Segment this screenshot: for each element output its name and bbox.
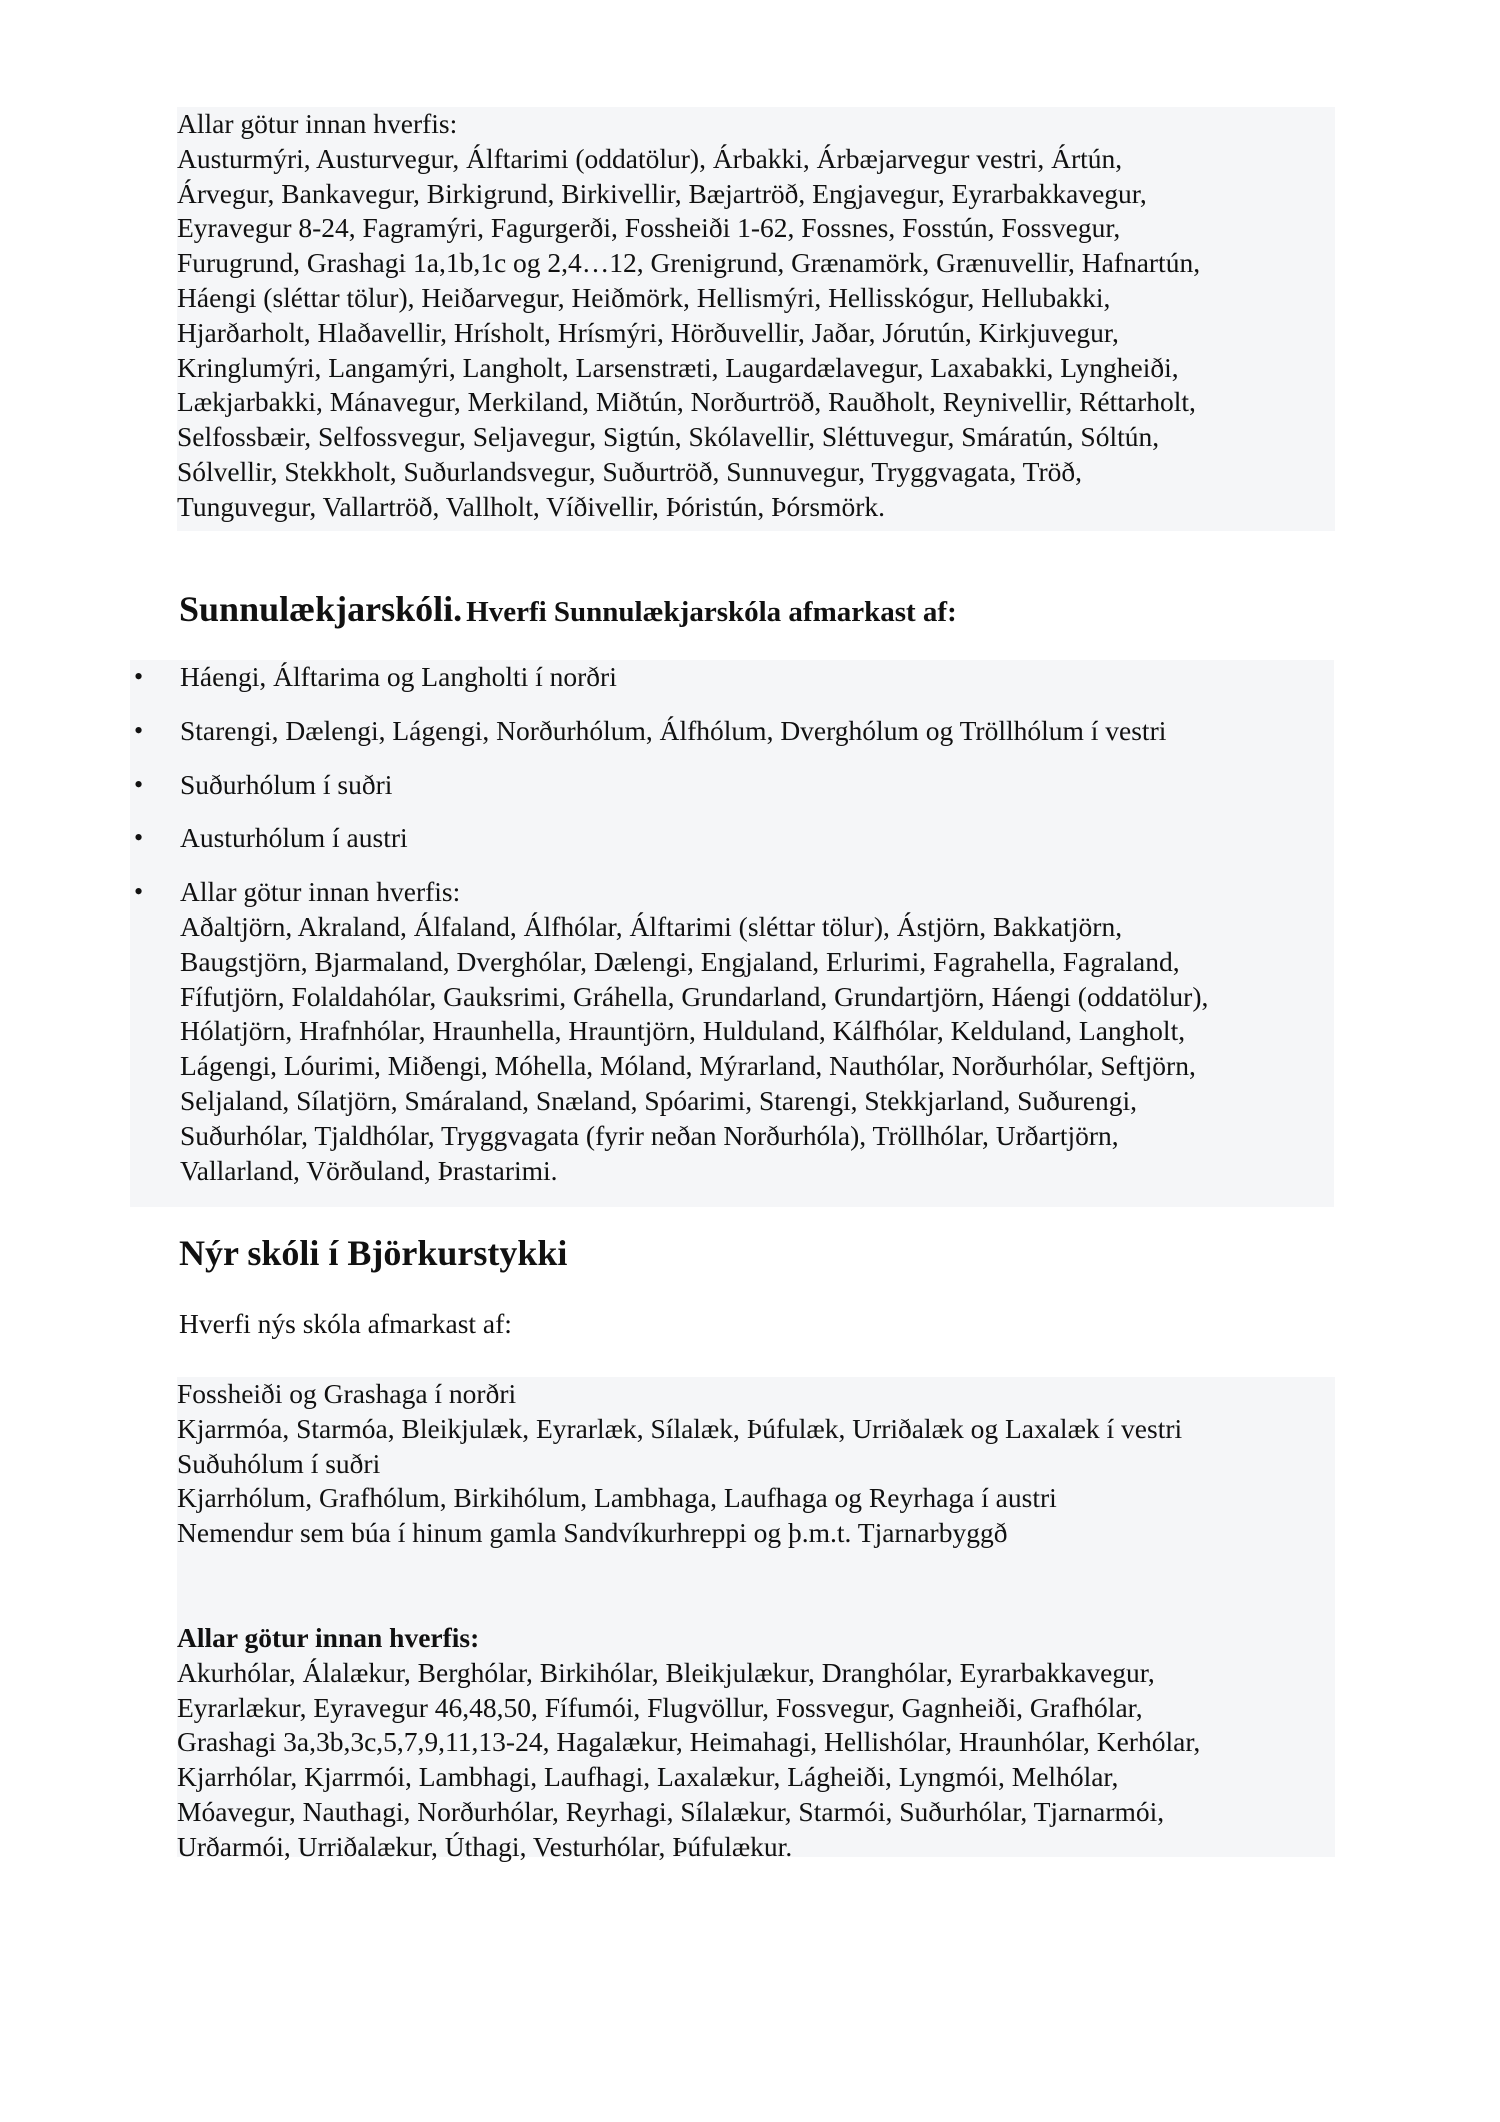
street-line: Akurhólar, Álalækur, Berghólar, Birkihólar, Bleikjulækur, Dranghólar, Eyrarbakkavegur, [177,1656,1155,1688]
street-line: Suðurhólar, Tjaldhólar, Tryggvagata (fyrir neðan Norðurhóla), Tröllhólar, Urðartjörn, [180,1119,1119,1151]
new-school-block [177,1377,1335,1862]
street-line: Eyrarlækur, Eyravegur 46,48,50, Fífumói, Flugvöllur, Fossvegur, Gagnheiði, Grafhólar, [177,1691,1143,1723]
list-item-text: • Háengi, Álftarima og Langholti í norðri [180,661,617,692]
street-line: Urðarmói, Urriðalækur, Úthagi, Vesturhólar, Þúfulækur. [177,1830,793,1862]
streets-heading: Allar götur innan hverfis: [177,108,458,139]
new-school-intro: Hverfi nýs skóla afmarkast af: [179,1308,512,1339]
street-line: Vallarland, Vörðuland, Þrastarimi. [180,1154,558,1186]
street-line: Eyravegur 8-24, Fagramýri, Fagurgerði, Fossheiði 1-62, Fossnes, Fosstún, Fossvegur, [177,212,1121,244]
list-item-text: • Suðurhólum í suðri [180,768,393,800]
street-line: Háengi (sléttar tölur), Heiðarvegur, Heiðmörk, Hellismýri, Hellisskógur, Hellubakki, [177,281,1111,313]
school-name: Sunnulækjarskóli. [179,589,463,629]
boundary-line: Nemendur sem búa í hinum gamla Sandvíkurhreppi og þ.m.t. Tjarnarbyggð [177,1517,1008,1549]
new-school-title: Nýr skóli í Björkurstykki [179,1233,568,1273]
boundary-line: Fossheiði og Grashaga í norðri [177,1378,517,1409]
list-item-text: • Austurhólum í austri [180,822,408,854]
street-line: Sólvellir, Stekkholt, Suðurlandsvegur, Suðurtröð, Sunnuvegur, Tryggvagata, Tröð, [177,455,1082,487]
list-item-text: • Allar götur innan hverfis: [180,876,461,908]
street-line: Baugstjörn, Bjarmaland, Dverghólar, Dælengi, Engjaland, Erlurimi, Fagrahella, Fagraland, [180,945,1180,977]
list-item-text: • Starengi, Dælengi, Lágengi, Norðurhólum, Álfhólum, Dverghólum og Tröllhólum í vestri [180,714,1167,746]
street-line: Hjarðarholt, Hlaðavellir, Hrísholt, Hrísmýri, Hörðuvellir, Jaðar, Jórutún, Kirkjuvegur, [177,316,1119,348]
street-line: Kringlumýri, Langamýri, Langholt, Larsenstræti, Laugardælavegur, Laxabakki, Lyngheiði, [177,351,1179,383]
boundary-line: Suðuhólum í suðri [177,1447,381,1479]
sunnulaekjarskoli-heading [179,588,957,630]
list-item [130,768,1334,803]
streets-block-1 [177,107,1335,531]
street-line: Furugrund, Grashagi 1a,1b,1c og 2,4…12, Grenigrund, Grænamörk, Grænuvellir, Hafnartún, [177,247,1201,279]
list-item [130,714,1334,749]
street-line: Fífutjörn, Folaldahólar, Gauksrimi, Gráhella, Grundarland, Grundartjörn, Háengi (oddatölur), [180,980,1209,1012]
school-boundary-intro: Hverfi Sunnulækjarskóla afmarkast af: [466,596,957,628]
street-line: Lágengi, Lóurimi, Miðengi, Móhella, Móland, Mýrarland, Nauthólar, Norðurhólar, Seftjörn, [180,1050,1196,1082]
street-line: Austurmýri, Austurvegur, Álftarimi (oddatölur), Árbakki, Árbæjarvegur vestri, Ártún, [177,142,1123,174]
street-line: Aðaltjörn, Akraland, Álfaland, Álfhólar, Álftarimi (sléttar tölur), Ástjörn, Bakkatjörn, [180,910,1123,942]
new-school-heading [179,1232,567,1274]
list-item [130,821,1334,856]
street-line: Móavegur, Nauthagi, Norðurhólar, Reyrhagi, Sílalækur, Starmói, Suðurhólar, Tjarnarmói, [177,1795,1165,1827]
boundary-line: Kjarrmóa, Starmóa, Bleikjulæk, Eyrarlæk, Sílalæk, Þúfulæk, Urriðalæk og Laxalæk í vestri [177,1412,1183,1444]
street-line: Grashagi 3a,3b,3c,5,7,9,11,13-24, Hagalækur, Heimahagi, Hellishólar, Hraunhólar, Kerhólar, [177,1726,1201,1758]
streets-heading: Allar götur innan hverfis: [177,1621,480,1653]
boundary-line: Kjarrhólum, Grafhólum, Birkihólum, Lambhaga, Laufhaga og Reyrhaga í austri [177,1482,1057,1514]
street-line: Hólatjörn, Hrafnhólar, Hraunhella, Hrauntjörn, Hulduland, Kálfhólar, Kelduland, Langholt, [180,1015,1186,1047]
street-line: Lækjarbakki, Mánavegur, Merkiland, Miðtún, Norðurtröð, Rauðholt, Reynivellir, Réttarholt, [177,386,1196,418]
boundary-bullet-list [130,660,1334,1207]
list-item [130,875,1334,1188]
street-line: Árvegur, Bankavegur, Birkigrund, Birkivellir, Bæjartröð, Engjavegur, Eyrarbakkavegur, [177,177,1147,209]
street-line: Seljaland, Sílatjörn, Smáraland, Snæland, Spóarimi, Starengi, Stekkjarland, Suðurengi, [180,1084,1138,1116]
list-item [130,660,1334,695]
street-line: Selfossbæir, Selfossvegur, Seljavegur, Sigtún, Skólavellir, Sléttuvegur, Smáratún, Sóltún, [177,421,1160,453]
street-line: Kjarrhólar, Kjarrmói, Lambhagi, Laufhagi, Laxalækur, Lágheiði, Lyngmói, Melhólar, [177,1761,1119,1793]
street-line: Tunguvegur, Vallartröð, Vallholt, Víðivellir, Þóristún, Þórsmörk. [177,490,885,522]
